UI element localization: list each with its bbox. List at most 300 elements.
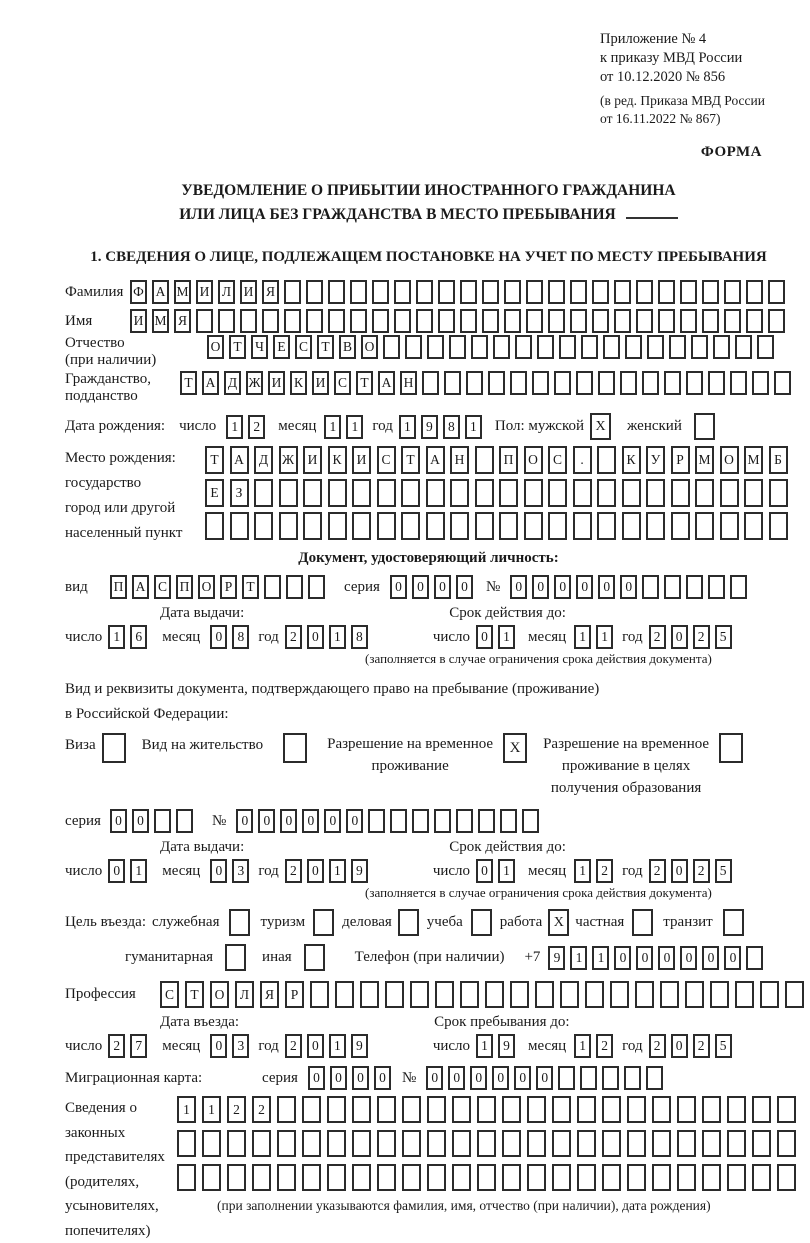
form-cell[interactable] [752, 371, 769, 395]
form-cell[interactable] [548, 309, 565, 333]
form-cell[interactable]: 0 [236, 809, 253, 833]
stay-issue-month[interactable] [210, 859, 254, 883]
identity-valid-month[interactable] [574, 625, 618, 649]
form-cell[interactable]: Б [769, 446, 788, 474]
form-cell[interactable]: 2 [596, 859, 613, 883]
form-cell[interactable] [660, 981, 679, 1008]
form-cell[interactable]: Д [254, 446, 273, 474]
form-cell[interactable]: О [720, 446, 739, 474]
form-cell[interactable] [664, 575, 681, 599]
form-cell[interactable] [702, 309, 719, 333]
form-cell[interactable]: 0 [307, 1034, 324, 1058]
form-cell[interactable]: А [152, 280, 169, 304]
stay-series-boxes[interactable] [110, 809, 198, 833]
form-cell[interactable] [636, 309, 653, 333]
form-cell[interactable]: Т [317, 335, 334, 359]
form-cell[interactable]: Ж [246, 371, 263, 395]
form-cell[interactable] [477, 1130, 496, 1157]
form-cell[interactable] [306, 309, 323, 333]
form-cell[interactable] [328, 280, 345, 304]
form-cell[interactable]: 3 [232, 1034, 249, 1058]
form-cell[interactable]: 0 [536, 1066, 553, 1090]
form-cell[interactable] [499, 479, 518, 507]
form-cell[interactable]: Я [174, 309, 191, 333]
form-cell[interactable] [723, 909, 744, 936]
form-cell[interactable] [585, 981, 604, 1008]
form-cell[interactable] [720, 512, 739, 540]
birthplace-row-2[interactable] [205, 479, 793, 507]
form-cell[interactable]: X [590, 413, 611, 440]
form-cell[interactable] [573, 512, 592, 540]
form-cell[interactable] [438, 309, 455, 333]
form-cell[interactable] [435, 981, 454, 1008]
form-cell[interactable] [580, 1066, 597, 1090]
form-cell[interactable] [664, 371, 681, 395]
form-cell[interactable] [350, 309, 367, 333]
form-cell[interactable]: М [744, 446, 763, 474]
purpose-humanitarian-checkbox[interactable] [225, 944, 246, 971]
form-cell[interactable]: А [378, 371, 395, 395]
form-cell[interactable] [252, 1164, 271, 1191]
form-cell[interactable]: 0 [492, 1066, 509, 1090]
form-cell[interactable] [625, 335, 642, 359]
form-cell[interactable]: 1 [324, 415, 341, 439]
form-cell[interactable]: П [110, 575, 127, 599]
form-cell[interactable] [252, 1130, 271, 1157]
form-cell[interactable] [671, 512, 690, 540]
form-cell[interactable] [504, 309, 521, 333]
form-cell[interactable]: 2 [596, 1034, 613, 1058]
form-cell[interactable]: 2 [649, 625, 666, 649]
form-cell[interactable] [286, 575, 303, 599]
form-cell[interactable] [652, 1096, 671, 1123]
form-cell[interactable] [327, 1164, 346, 1191]
form-cell[interactable]: Ж [279, 446, 298, 474]
form-cell[interactable]: Т [356, 371, 373, 395]
sex-female-checkbox[interactable] [694, 413, 715, 440]
form-cell[interactable] [708, 575, 725, 599]
identity-issue-day[interactable] [108, 625, 152, 649]
form-cell[interactable]: 9 [351, 859, 368, 883]
form-cell[interactable] [658, 280, 675, 304]
form-cell[interactable] [283, 733, 307, 763]
purpose-study-checkbox[interactable] [471, 909, 492, 936]
form-cell[interactable] [499, 512, 518, 540]
form-cell[interactable] [708, 371, 725, 395]
form-cell[interactable] [502, 1096, 521, 1123]
birthplace-row-3[interactable] [205, 512, 793, 540]
form-cell[interactable] [768, 309, 785, 333]
form-cell[interactable] [677, 1096, 696, 1123]
form-cell[interactable] [735, 981, 754, 1008]
form-cell[interactable] [308, 575, 325, 599]
form-cell[interactable]: 0 [636, 946, 653, 970]
form-cell[interactable]: 0 [412, 575, 429, 599]
form-cell[interactable]: 0 [374, 1066, 391, 1090]
form-cell[interactable] [352, 1130, 371, 1157]
form-cell[interactable] [610, 981, 629, 1008]
purpose-other-checkbox[interactable] [304, 944, 325, 971]
form-cell[interactable]: О [207, 335, 224, 359]
form-cell[interactable] [154, 809, 171, 833]
form-cell[interactable]: 0 [470, 1066, 487, 1090]
form-cell[interactable] [730, 575, 747, 599]
form-cell[interactable]: 5 [715, 1034, 732, 1058]
form-cell[interactable] [328, 479, 347, 507]
form-cell[interactable] [624, 1066, 641, 1090]
form-cell[interactable]: 0 [210, 1034, 227, 1058]
form-cell[interactable] [620, 371, 637, 395]
form-cell[interactable] [477, 1096, 496, 1123]
form-cell[interactable] [752, 1130, 771, 1157]
form-cell[interactable]: 1 [329, 1034, 346, 1058]
form-cell[interactable]: 9 [498, 1034, 515, 1058]
form-cell[interactable] [642, 575, 659, 599]
form-cell[interactable] [669, 335, 686, 359]
profession-boxes[interactable] [160, 981, 810, 1008]
purpose-private-checkbox[interactable] [632, 909, 653, 936]
form-cell[interactable]: 1 [130, 859, 147, 883]
form-cell[interactable] [390, 809, 407, 833]
form-cell[interactable] [597, 446, 616, 474]
form-cell[interactable] [264, 575, 281, 599]
form-cell[interactable]: К [328, 446, 347, 474]
temp-residence-edu-checkbox[interactable] [719, 733, 743, 763]
form-cell[interactable]: И [196, 280, 213, 304]
form-cell[interactable] [724, 309, 741, 333]
form-cell[interactable] [602, 1096, 621, 1123]
sex-male-checkbox[interactable] [590, 413, 611, 440]
form-cell[interactable] [720, 479, 739, 507]
form-cell[interactable] [279, 479, 298, 507]
form-cell[interactable] [532, 371, 549, 395]
form-cell[interactable]: П [499, 446, 518, 474]
form-cell[interactable]: Е [273, 335, 290, 359]
form-cell[interactable]: Е [205, 479, 224, 507]
stay-valid-year[interactable] [649, 859, 737, 883]
stay-valid-month[interactable] [574, 859, 618, 883]
form-cell[interactable] [471, 335, 488, 359]
form-cell[interactable]: 0 [426, 1066, 443, 1090]
form-cell[interactable]: О [210, 981, 229, 1008]
form-cell[interactable] [478, 809, 495, 833]
form-cell[interactable]: 0 [308, 1066, 325, 1090]
form-cell[interactable] [680, 309, 697, 333]
form-cell[interactable]: 1 [202, 1096, 221, 1123]
form-cell[interactable]: Н [400, 371, 417, 395]
identity-issue-month[interactable] [210, 625, 254, 649]
identity-issue-year[interactable] [285, 625, 373, 649]
form-cell[interactable] [592, 280, 609, 304]
form-cell[interactable]: О [524, 446, 543, 474]
representatives-row-3[interactable] [177, 1164, 802, 1191]
form-cell[interactable] [377, 512, 396, 540]
form-cell[interactable] [460, 309, 477, 333]
identity-valid-day[interactable] [476, 625, 520, 649]
form-cell[interactable]: 5 [715, 625, 732, 649]
form-cell[interactable] [552, 1130, 571, 1157]
form-cell[interactable]: Р [220, 575, 237, 599]
form-cell[interactable] [426, 479, 445, 507]
form-cell[interactable]: 0 [671, 625, 688, 649]
form-cell[interactable]: М [695, 446, 714, 474]
form-cell[interactable]: 0 [210, 625, 227, 649]
form-cell[interactable]: 0 [108, 859, 125, 883]
form-cell[interactable]: 0 [390, 575, 407, 599]
form-cell[interactable] [471, 909, 492, 936]
form-cell[interactable] [768, 280, 785, 304]
form-cell[interactable]: 2 [285, 625, 302, 649]
form-cell[interactable] [229, 909, 250, 936]
form-cell[interactable] [652, 1164, 671, 1191]
form-cell[interactable] [350, 280, 367, 304]
form-cell[interactable] [577, 1130, 596, 1157]
form-cell[interactable]: 0 [620, 575, 637, 599]
form-cell[interactable]: 3 [232, 859, 249, 883]
form-cell[interactable]: 0 [258, 809, 275, 833]
form-cell[interactable] [602, 1066, 619, 1090]
form-cell[interactable] [394, 280, 411, 304]
form-cell[interactable] [713, 335, 730, 359]
doc-number-boxes[interactable] [510, 575, 752, 599]
form-cell[interactable] [627, 1096, 646, 1123]
form-cell[interactable]: Т [401, 446, 420, 474]
form-cell[interactable] [482, 280, 499, 304]
form-cell[interactable] [627, 1164, 646, 1191]
entry-month[interactable] [210, 1034, 254, 1058]
form-cell[interactable] [671, 479, 690, 507]
form-cell[interactable] [352, 1096, 371, 1123]
form-cell[interactable]: X [503, 733, 527, 763]
form-cell[interactable]: 0 [110, 809, 127, 833]
form-cell[interactable] [680, 280, 697, 304]
form-cell[interactable] [368, 809, 385, 833]
form-cell[interactable]: 2 [693, 859, 710, 883]
form-cell[interactable] [449, 335, 466, 359]
form-cell[interactable]: 8 [443, 415, 460, 439]
form-cell[interactable] [328, 309, 345, 333]
form-cell[interactable] [727, 1164, 746, 1191]
form-cell[interactable]: 2 [693, 625, 710, 649]
form-cell[interactable]: С [154, 575, 171, 599]
form-cell[interactable] [552, 1096, 571, 1123]
form-cell[interactable] [537, 335, 554, 359]
form-cell[interactable] [401, 479, 420, 507]
form-cell[interactable]: 2 [693, 1034, 710, 1058]
form-cell[interactable]: У [646, 446, 665, 474]
form-cell[interactable]: О [361, 335, 378, 359]
form-cell[interactable] [577, 1096, 596, 1123]
form-cell[interactable] [622, 479, 641, 507]
form-cell[interactable]: 0 [476, 859, 493, 883]
form-cell[interactable] [306, 280, 323, 304]
form-cell[interactable]: 1 [498, 625, 515, 649]
form-cell[interactable]: И [303, 446, 322, 474]
form-cell[interactable] [560, 981, 579, 1008]
form-cell[interactable]: Н [450, 446, 469, 474]
form-cell[interactable]: 1 [226, 415, 243, 439]
form-cell[interactable]: Ф [130, 280, 147, 304]
form-cell[interactable]: А [202, 371, 219, 395]
form-cell[interactable] [627, 1130, 646, 1157]
form-cell[interactable] [377, 1130, 396, 1157]
form-cell[interactable]: 7 [130, 1034, 147, 1058]
form-cell[interactable] [284, 309, 301, 333]
form-cell[interactable]: 2 [252, 1096, 271, 1123]
form-cell[interactable] [577, 1164, 596, 1191]
form-cell[interactable] [559, 335, 576, 359]
form-cell[interactable]: З [230, 479, 249, 507]
form-cell[interactable]: И [268, 371, 285, 395]
visa-checkbox[interactable] [102, 733, 126, 763]
form-cell[interactable] [527, 1096, 546, 1123]
birth-day-boxes[interactable] [226, 415, 270, 439]
form-cell[interactable] [405, 335, 422, 359]
form-cell[interactable]: П [176, 575, 193, 599]
form-cell[interactable]: 8 [351, 625, 368, 649]
doc-series-boxes[interactable] [390, 575, 478, 599]
form-cell[interactable] [254, 479, 273, 507]
form-cell[interactable] [485, 981, 504, 1008]
form-cell[interactable]: 1 [476, 1034, 493, 1058]
form-cell[interactable] [510, 981, 529, 1008]
form-cell[interactable] [686, 575, 703, 599]
form-cell[interactable]: 2 [227, 1096, 246, 1123]
form-cell[interactable] [302, 1130, 321, 1157]
form-cell[interactable] [744, 479, 763, 507]
doc-kind-boxes[interactable] [110, 575, 330, 599]
form-cell[interactable]: 0 [554, 575, 571, 599]
form-cell[interactable] [730, 371, 747, 395]
form-cell[interactable] [777, 1164, 796, 1191]
form-cell[interactable] [554, 371, 571, 395]
birthplace-row-1[interactable] [205, 446, 793, 474]
form-cell[interactable]: 2 [248, 415, 265, 439]
form-cell[interactable] [570, 309, 587, 333]
form-cell[interactable] [746, 946, 763, 970]
form-cell[interactable]: 1 [177, 1096, 196, 1123]
form-cell[interactable] [769, 512, 788, 540]
birth-month-boxes[interactable] [324, 415, 368, 439]
form-cell[interactable]: 0 [671, 1034, 688, 1058]
form-cell[interactable] [777, 1130, 796, 1157]
form-cell[interactable]: С [548, 446, 567, 474]
form-cell[interactable]: М [152, 309, 169, 333]
form-cell[interactable]: 0 [352, 1066, 369, 1090]
form-cell[interactable] [196, 309, 213, 333]
form-cell[interactable]: Т [205, 446, 224, 474]
form-cell[interactable]: 0 [307, 625, 324, 649]
form-cell[interactable] [526, 309, 543, 333]
form-cell[interactable] [422, 371, 439, 395]
form-cell[interactable] [452, 1130, 471, 1157]
form-cell[interactable] [752, 1096, 771, 1123]
form-cell[interactable]: И [130, 309, 147, 333]
form-cell[interactable] [603, 335, 620, 359]
form-cell[interactable] [279, 512, 298, 540]
form-cell[interactable]: 0 [434, 575, 451, 599]
form-cell[interactable] [552, 1164, 571, 1191]
form-cell[interactable] [416, 280, 433, 304]
form-cell[interactable] [727, 1130, 746, 1157]
form-cell[interactable]: 0 [302, 809, 319, 833]
form-cell[interactable]: 1 [570, 946, 587, 970]
form-cell[interactable] [102, 733, 126, 763]
form-cell[interactable]: 1 [399, 415, 416, 439]
form-cell[interactable] [335, 981, 354, 1008]
form-cell[interactable] [352, 512, 371, 540]
form-cell[interactable] [402, 1130, 421, 1157]
form-cell[interactable] [452, 1096, 471, 1123]
form-cell[interactable] [401, 512, 420, 540]
form-cell[interactable] [652, 1130, 671, 1157]
form-cell[interactable] [746, 280, 763, 304]
given-name-boxes[interactable] [130, 309, 790, 333]
form-cell[interactable]: X [548, 909, 569, 936]
form-cell[interactable] [230, 512, 249, 540]
form-cell[interactable] [402, 1096, 421, 1123]
form-cell[interactable] [202, 1164, 221, 1191]
form-cell[interactable] [752, 1164, 771, 1191]
stay-valid-day[interactable] [476, 859, 520, 883]
form-cell[interactable]: Т [229, 335, 246, 359]
form-cell[interactable] [360, 981, 379, 1008]
representatives-row-2[interactable] [177, 1130, 802, 1157]
form-cell[interactable] [383, 335, 400, 359]
purpose-official-checkbox[interactable] [229, 909, 250, 936]
form-cell[interactable] [746, 309, 763, 333]
form-cell[interactable] [327, 1130, 346, 1157]
form-cell[interactable]: 2 [649, 1034, 666, 1058]
form-cell[interactable]: И [352, 446, 371, 474]
surname-boxes[interactable] [130, 280, 790, 304]
form-cell[interactable] [327, 1096, 346, 1123]
form-cell[interactable] [646, 512, 665, 540]
stay-until-year[interactable] [649, 1034, 737, 1058]
stay-number-boxes[interactable] [236, 809, 544, 833]
form-cell[interactable]: Т [185, 981, 204, 1008]
form-cell[interactable] [522, 809, 539, 833]
form-cell[interactable] [527, 1164, 546, 1191]
form-cell[interactable] [735, 335, 752, 359]
form-cell[interactable] [760, 981, 779, 1008]
stay-issue-year[interactable] [285, 859, 373, 883]
form-cell[interactable] [614, 309, 631, 333]
form-cell[interactable]: 0 [576, 575, 593, 599]
form-cell[interactable]: 0 [210, 859, 227, 883]
form-cell[interactable]: С [334, 371, 351, 395]
entry-day[interactable] [108, 1034, 152, 1058]
form-cell[interactable] [328, 512, 347, 540]
form-cell[interactable] [548, 512, 567, 540]
form-cell[interactable] [504, 280, 521, 304]
form-cell[interactable]: С [295, 335, 312, 359]
form-cell[interactable] [475, 479, 494, 507]
form-cell[interactable]: 1 [574, 859, 591, 883]
form-cell[interactable]: Р [671, 446, 690, 474]
form-cell[interactable] [597, 479, 616, 507]
form-cell[interactable] [548, 479, 567, 507]
migration-number-boxes[interactable] [426, 1066, 668, 1090]
form-cell[interactable]: 0 [456, 575, 473, 599]
form-cell[interactable] [176, 809, 193, 833]
form-cell[interactable]: 1 [329, 625, 346, 649]
form-cell[interactable]: 0 [598, 575, 615, 599]
form-cell[interactable] [394, 309, 411, 333]
form-cell[interactable]: 2 [108, 1034, 125, 1058]
form-cell[interactable] [205, 512, 224, 540]
form-cell[interactable] [377, 1096, 396, 1123]
